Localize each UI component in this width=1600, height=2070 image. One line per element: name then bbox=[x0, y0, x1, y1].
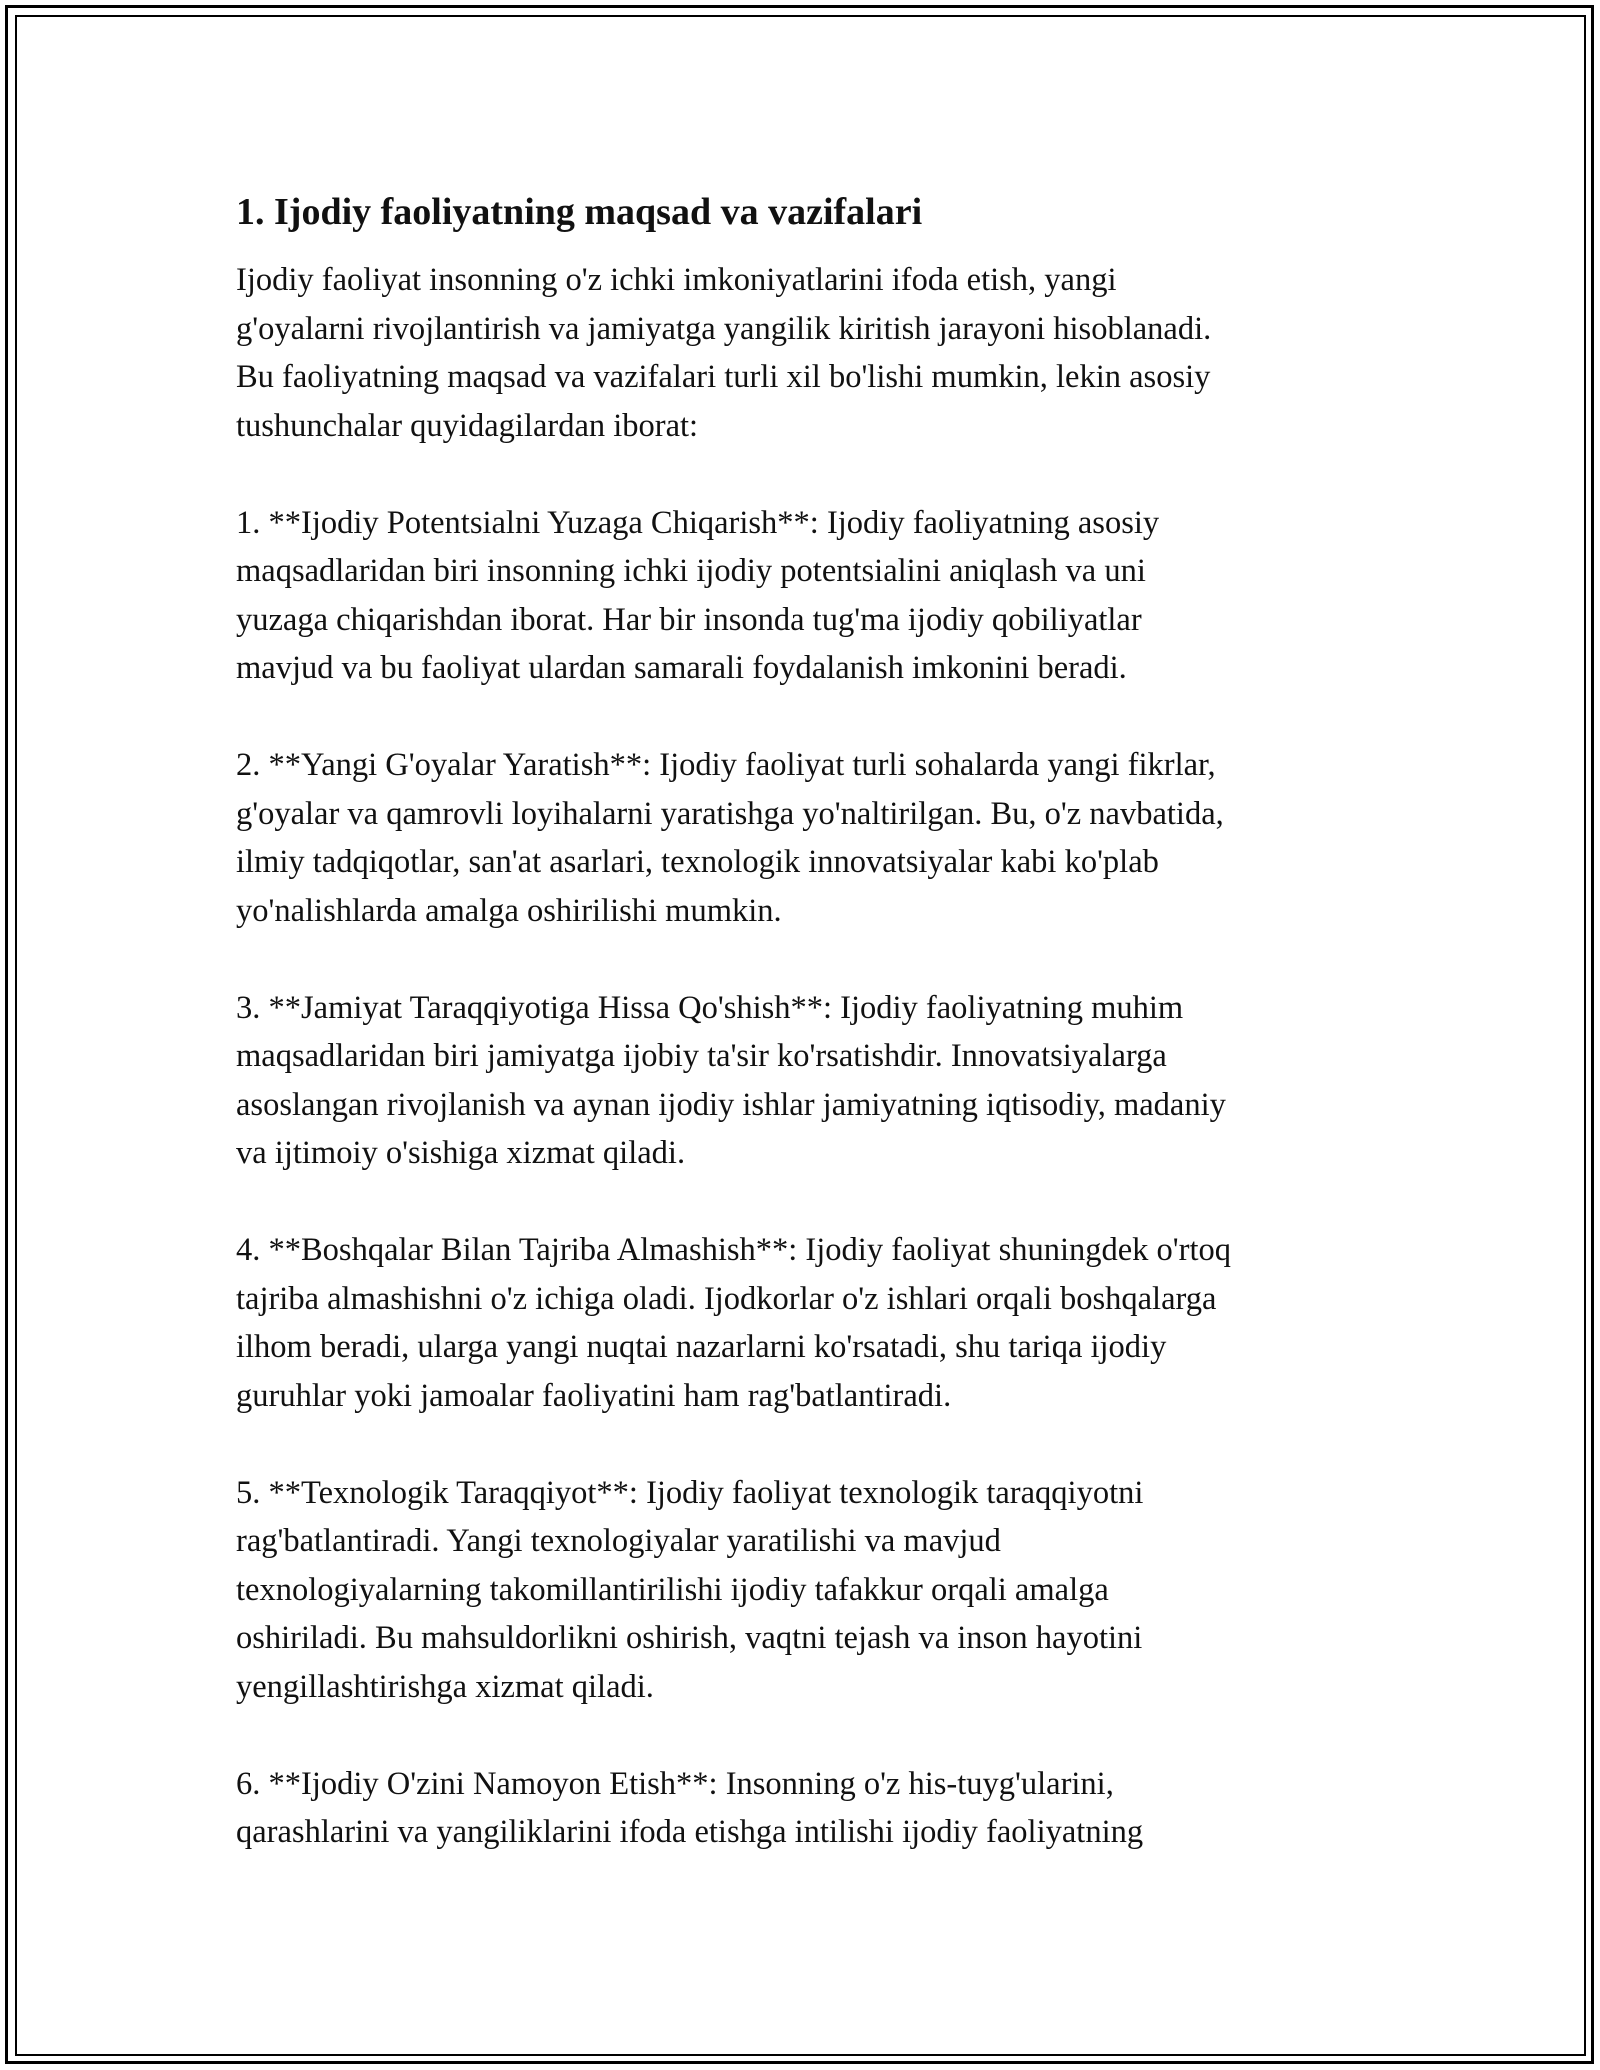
text-line: 4. **Boshqalar Bilan Tajriba Almashish**: Ijodiy faoliyat shuningdek o'rtoq bbox=[236, 1232, 1232, 1268]
text-line: mavjud va bu faoliyat ulardan samarali foydalanish imkonini beradi. bbox=[236, 650, 1127, 686]
text-line: maqsadlaridan biri insonning ichki ijodiy potentsialini aniqlash va uni bbox=[236, 553, 1146, 589]
text-line: g'oyalarni rivojlantirish va jamiyatga yangilik kiritish jarayoni hisoblanadi. bbox=[236, 310, 1212, 347]
document-body bbox=[236, 186, 1376, 1857]
text-line: Ijodiy faoliyat insonning o'z ichki imkoniyatlarini ifoda etish, yangi bbox=[236, 262, 1117, 298]
list-item-1 bbox=[236, 499, 1376, 693]
text-line: g'oyalar va qamrovli loyihalarni yaratishga yo'naltirilgan. Bu, o'z navbatida, bbox=[236, 795, 1224, 832]
text-line: ilmiy tadqiqotlar, san'at asarlari, texnologik innovatsiyalar kabi ko'plab bbox=[236, 844, 1159, 880]
text-line: guruhlar yoki jamoalar faoliyatini ham rag'batlantiradi. bbox=[236, 1377, 952, 1414]
text-line: 2. **Yangi G'oyalar Yaratish**: Ijodiy faoliyat turli sohalarda yangi fikrlar, bbox=[236, 747, 1216, 783]
text-line: yo'nalishlarda amalga oshirilishi mumkin. bbox=[236, 892, 782, 929]
text-line: 6. **Ijodiy O'zini Namoyon Etish**: Insonning o'z his-tuyg'ularini, bbox=[236, 1765, 1114, 1802]
text-line: Bu faoliyatning maqsad va vazifalari turli xil bo'lishi mumkin, lekin asosiy bbox=[236, 359, 1211, 395]
text-line: 1. **Ijodiy Potentsialni Yuzaga Chiqarish**: Ijodiy faoliyatning asosiy bbox=[236, 504, 1160, 541]
text-line: tajriba almashishni o'z ichiga oladi. Ijodkorlar o'z ishlari orqali boshqalarga bbox=[236, 1280, 1217, 1317]
text-line: qarashlarini va yangiliklarini ifoda etishga intilishi ijodiy faoliyatning bbox=[236, 1814, 1144, 1850]
section-title: 1. Ijodiy faoliyatning maqsad va vazifalari bbox=[236, 191, 923, 233]
list-item-2 bbox=[236, 741, 1376, 935]
text-line: yuzaga chiqarishdan iborat. Har bir insonda tug'ma ijodiy qobiliyatlar bbox=[236, 601, 1142, 638]
intro-paragraph bbox=[236, 256, 1376, 450]
text-line: 3. **Jamiyat Taraqqiyotiga Hissa Qo'shish**: Ijodiy faoliyatning muhim bbox=[236, 989, 1184, 1026]
text-line: rag'batlantiradi. Yangi texnologiyalar yaratilishi va mavjud bbox=[236, 1523, 1001, 1559]
text-line: maqsadlaridan biri jamiyatga ijobiy ta'sir ko'rsatishdir. Innovatsiyalarga bbox=[236, 1038, 1167, 1074]
list-item-6 bbox=[236, 1760, 1376, 1857]
list-item-5 bbox=[236, 1469, 1376, 1712]
text-line: yengillashtirishga xizmat qiladi. bbox=[236, 1668, 654, 1705]
text-line: tushunchalar quyidagilardan iborat: bbox=[236, 407, 699, 444]
list-item-3 bbox=[236, 984, 1376, 1178]
text-line: asoslangan rivojlanish va aynan ijodiy ishlar jamiyatning iqtisodiy, madaniy bbox=[236, 1086, 1226, 1123]
text-line: oshiriladi. Bu mahsuldorlikni oshirish, vaqtni tejash va inson hayotini bbox=[236, 1620, 1143, 1656]
text-line: texnologiyalarning takomillantirilishi ijodiy tafakkur orqali amalga bbox=[236, 1571, 1109, 1608]
text-line: va ijtimoiy o'sishiga xizmat qiladi. bbox=[236, 1135, 686, 1171]
text-line: 5. **Texnologik Taraqqiyot**: Ijodiy faoliyat texnologik taraqqiyotni bbox=[236, 1474, 1144, 1511]
text-line: ilhom beradi, ularga yangi nuqtai nazarlarni ko'rsatadi, shu tariqa ijodiy bbox=[236, 1329, 1167, 1365]
list-item-4 bbox=[236, 1226, 1376, 1420]
